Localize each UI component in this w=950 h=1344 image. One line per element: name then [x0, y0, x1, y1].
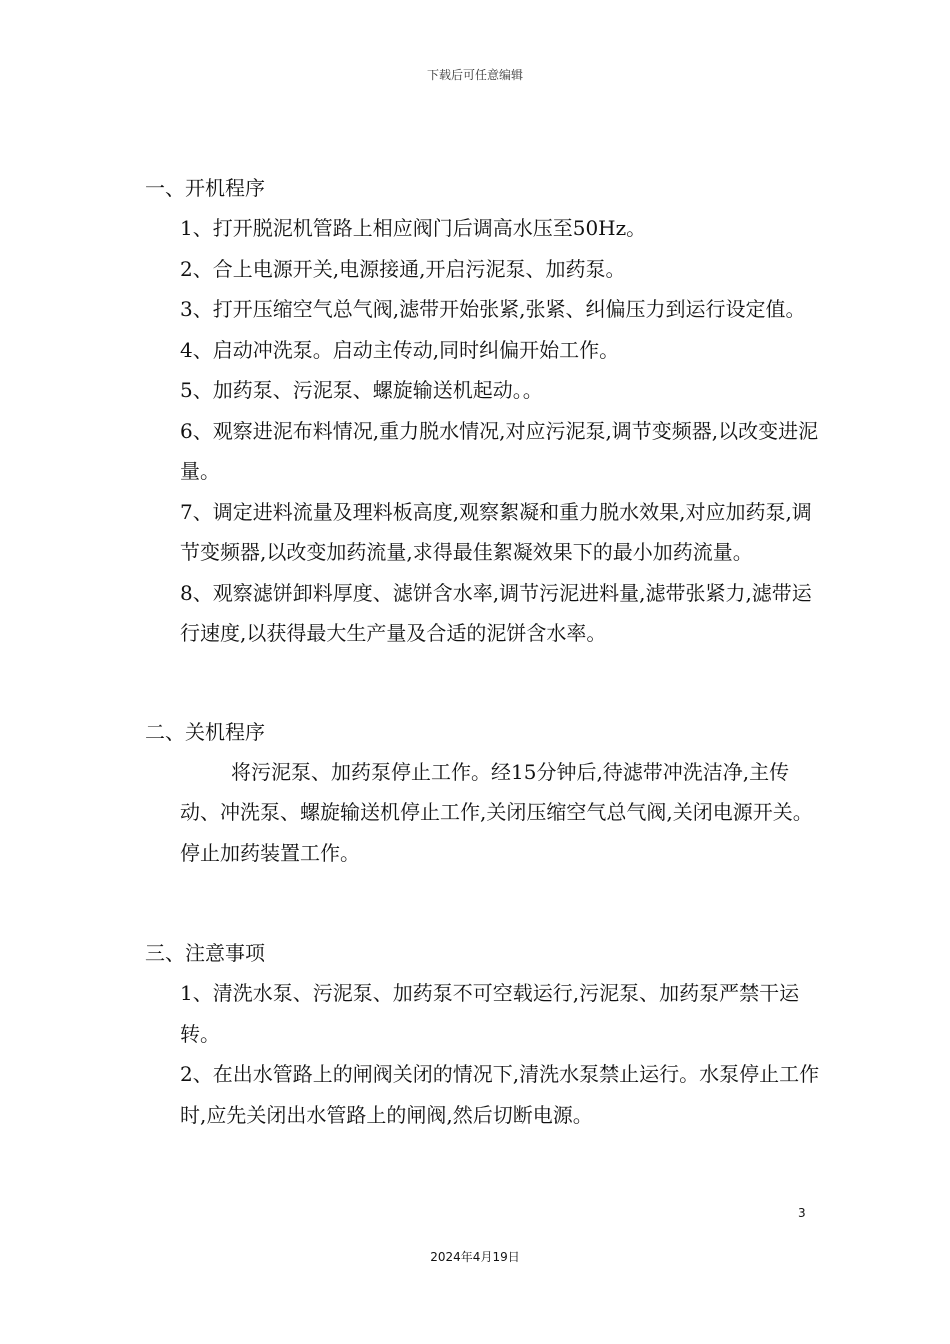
- page-header: 下载后可任意编辑: [426, 68, 523, 82]
- list-item: 8、观察滤饼卸料厚度、滤饼含水率,调节污泥进料量,滤带张紧力,滤带运行速度,以获得最大生产量及合适的泥饼含水率。: [180, 580, 812, 645]
- list-item: 7、调定进料流量及理料板高度,观察絮凝和重力脱水效果,对应加药泵,调节变频器,以改变加药流量,求得最佳絮凝效果下的最小加药流量。: [180, 499, 812, 564]
- page-footer-date: 2024年4月19日: [430, 1250, 520, 1264]
- list-item: 5、加药泵、污泥泵、螺旋输送机起动。。: [180, 378, 543, 402]
- page-number: 3: [798, 1206, 806, 1220]
- section-heading: 一、开机程序: [145, 176, 265, 200]
- section-shutdown: [145, 712, 825, 874]
- list-item: 1、清洗水泵、污泥泵、加药泵不可空载运行,污泥泵、加药泵严禁干运转。: [180, 981, 800, 1046]
- section-startup: [145, 168, 825, 654]
- list-item: 3、打开压缩空气总气阀,滤带开始张紧,张紧、纠偏压力到运行设定值。: [180, 297, 806, 321]
- list-item: 2、在出水管路上的闸阀关闭的情况下,清洗水泵禁止运行。水泵停止工作时,应先关闭出水管路上的闸阀,然后切断电源。: [180, 1062, 820, 1127]
- list-item: 6、观察进泥布料情况,重力脱水情况,对应污泥泵,调节变频器,以改变进泥量。: [180, 418, 819, 483]
- list-item: 4、启动冲洗泵。启动主传动,同时纠偏开始工作。: [180, 337, 620, 362]
- list-item: 1、打开脱泥机管路上相应阀门后调高水压至50Hz。: [180, 216, 647, 240]
- section-heading: 二、关机程序: [145, 719, 265, 744]
- section-notes: [145, 933, 825, 1135]
- section-paragraph: 将污泥泵、加药泵停止工作。经15分钟后,待滤带冲洗洁净,主传动、冲洗泵、螺旋输送机停止工作,关闭压缩空气总气阀,关闭电源开关。停止加药装置工作。: [180, 759, 813, 865]
- document-body: [145, 168, 825, 1135]
- section-heading: 三、注意事项: [145, 941, 265, 965]
- list-item: 2、合上电源开关,电源接通,开启污泥泵、加药泵。: [180, 256, 626, 281]
